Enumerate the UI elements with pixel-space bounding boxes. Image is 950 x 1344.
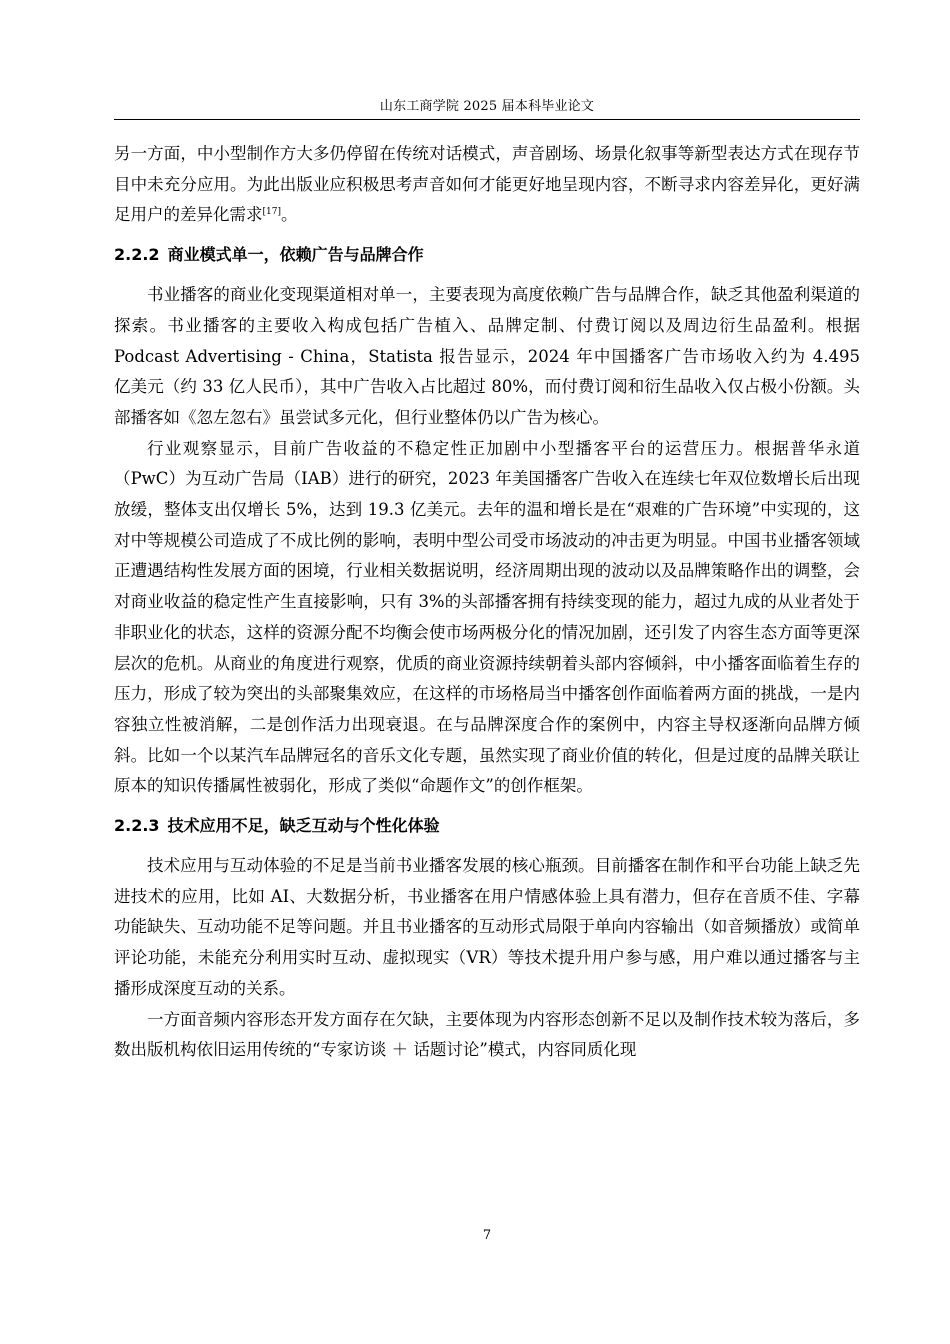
citation-reference[interactable]: [17] xyxy=(262,207,281,218)
paragraph: 行业观察显示，目前广告收益的不稳定性正加剧中小型播客平台的运营压力。根据普华永道（PwC）为互动广告局（IAB）进行的研究，2023 年美国播客广告收入在连续七年双位数增长后出现放缓，整体支出仅增长 5%，达到 19.3 亿美元。去年的温和增长是在“艰难的广告环境”中实现的，这对中等规模公司造成了不成比例的影响，表明中型公司受市场波动的冲击更为明显。中国书业播客领域正遭遇结构性发展方面的困境，行业相关数据说明，经济周期出现的波动以及品牌策略作出的调整，会对商业收益的稳定性产生直接影响，只有 3%的头部播客拥有持续变现的能力，超过九成的从业者处于非职业化的状态，这样的资源分配不均衡会使市场两极分化的情况加剧，还引发了内容生态方面等更深层次的危机。从商业的角度进行观察，优质的商业资源持续朝着头部内容倾斜，中小播客面临着生存的压力，形成了较为突出的头部聚集效应，在这样的市场格局当中播客创作面临着两方面的挑战，一是内容独立性被消解，二是创作活力出现衰退。在与品牌深度合作的案例中，内容主导权逐渐向品牌方倾斜。比如一个以某汽车品牌冠名的音乐文化专题，虽然实现了商业价值的转化，但是过度的品牌关联让原本的知识传播属性被弱化，形成了类似“命题作文”的创作框架。 xyxy=(114,438,860,796)
section-heading-2-2-3 xyxy=(114,811,860,841)
document-body xyxy=(114,139,877,1066)
paragraph-tail: 。 xyxy=(280,205,298,225)
paragraph: 书业播客的商业化变现渠道相对单一，主要表现为高度依赖广告与品牌合作，缺乏其他盈利渠道的探索。书业播客的主要收入构成包括广告植入、品牌定制、付费订阅以及周边衍生品盈利。根据 Podcast Advertising - China，Statista 报告显示，2024 年中国播客广告市场收入约为 4.495 亿美元（约 33 亿人民币），其中广告收入占比超过 80%，而付费订阅和衍生品收入仅占极小份额。头部播客如《忽左忽右》虽尝试多元化，但行业整体仍以广告为核心。 xyxy=(114,285,877,427)
paragraph: 一方面音频内容形态开发方面存在欠缺，主要体现为内容形态创新不足以及制作技术较为落后，多数出版机构依旧运用传统的“专家访谈 ＋ 话题讨论”模式，内容同质化现 xyxy=(114,1009,860,1060)
section-title: 技术应用不足，缺乏互动与个性化体验 xyxy=(167,816,440,836)
paragraph-continued xyxy=(114,139,860,231)
section-heading-2-2-2 xyxy=(114,240,860,270)
section-number: 2.2.3 xyxy=(114,816,160,836)
header-divider xyxy=(114,119,860,120)
page-number: 7 xyxy=(482,1228,492,1243)
section-number: 2.2.2 xyxy=(114,245,160,265)
section-title: 商业模式单一，依赖广告与品牌合作 xyxy=(167,245,424,265)
paragraph-text: 另一方面，中小型制作方大多仍停留在传统对话模式，声音剧场、场景化叙事等新型表达方式在现存节目中未充分应用。为此出版业应积极思考声音如何才能更好地呈现内容，不断寻求内容差异化，更好满足用户的差异化需求 xyxy=(114,144,860,225)
paragraph: 技术应用与互动体验的不足是当前书业播客发展的核心瓶颈。目前播客在制作和平台功能上缺乏先进技术的应用，比如 AI、大数据分析，书业播客在用户情感体验上具有潜力，但存在音质不佳、字幕功能缺失、互动功能不足等问题。并且书业播客的互动形式局限于单向内容输出（如音频播放）或简单评论功能，未能充分利用实时互动、虚拟现实（VR）等技术提升用户参与感，用户难以通过播客与主播形成深度互动的关系。 xyxy=(114,856,860,998)
page-header: 山东工商学院 2025 届本科毕业论文 xyxy=(379,99,595,114)
